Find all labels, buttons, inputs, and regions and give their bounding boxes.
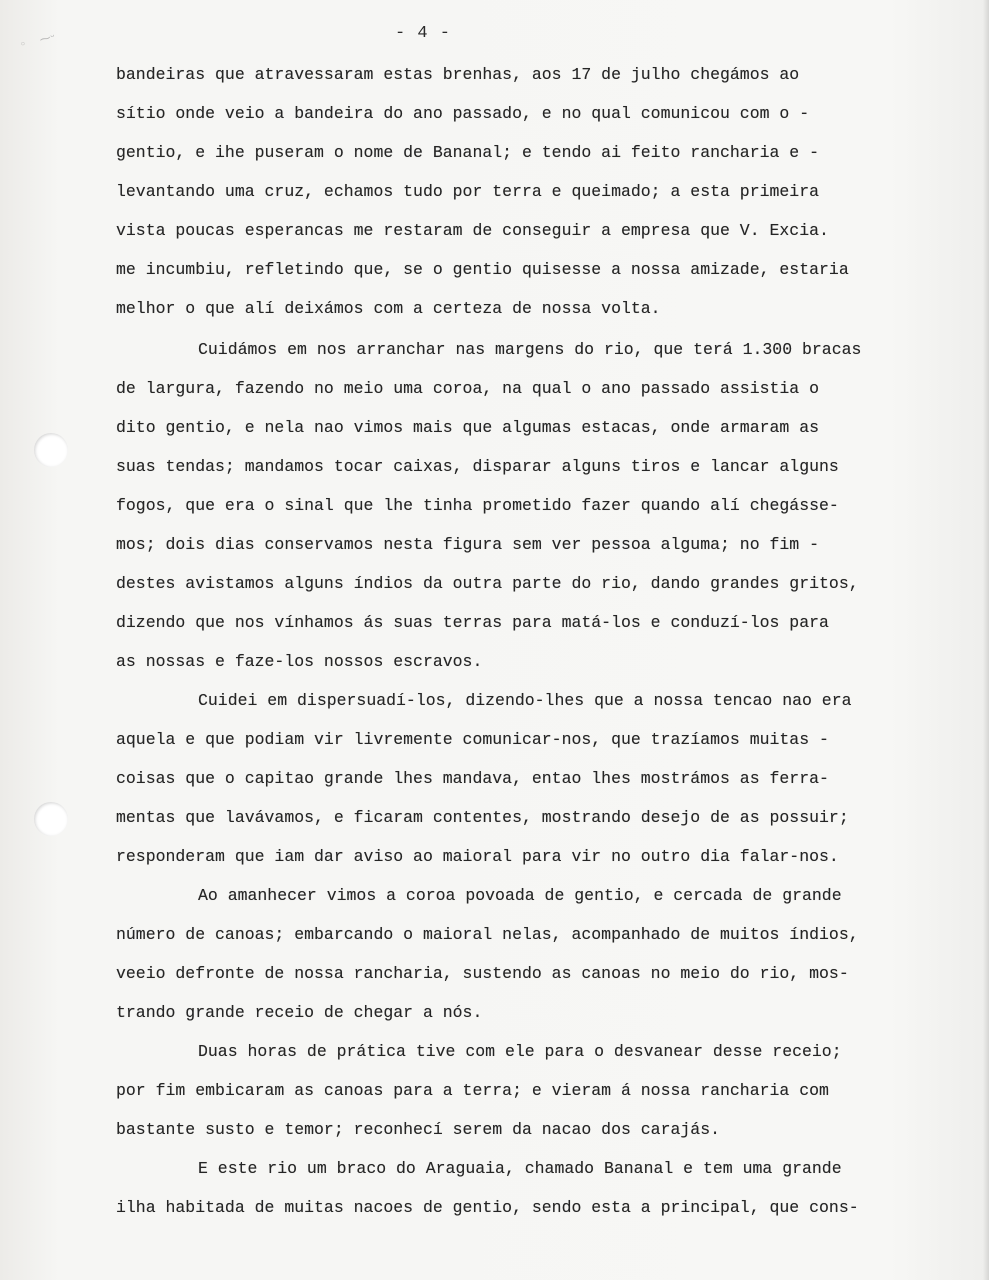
text-line: sítio onde veio a bandeira do ano passado, e no qual comunicou com o - (116, 104, 810, 123)
text-line: trando grande receio de chegar a nós. (116, 1003, 483, 1022)
text-line: ilha habitada de muitas nacoes de gentio, sendo esta a principal, que cons- (116, 1198, 859, 1217)
text-line: dizendo que nos vínhamos ás suas terras para matá-los e conduzí-los para (116, 613, 829, 632)
text-line: bandeiras que atravessaram estas brenhas, aos 17 de julho chegámos ao (116, 65, 800, 84)
text-line: mentas que lavávamos, e ficaram contentes, mostrando desejo de as possuir; (116, 808, 849, 827)
text-line: de largura, fazendo no meio uma coroa, na qual o ano passado assistia o (116, 379, 820, 398)
text-line: gentio, e ihe puseram o nome de Bananal; e tendo ai feito rancharia e - (116, 143, 820, 162)
text-line: número de canoas; embarcando o maioral nelas, acompanhado de muitos índios, (116, 925, 859, 944)
text-line: levantando uma cruz, echamos tudo por terra e queimado; a esta primeira (116, 182, 820, 201)
text-line: veeio defronte de nossa rancharia, sustendo as canoas no meio do rio, mos- (116, 964, 849, 983)
text-line: aquela e que podiam vir livremente comunicar-nos, que trazíamos muitas - (116, 730, 829, 749)
text-line: por fim embicaram as canoas para a terra; e vieram á nossa rancharia com (116, 1081, 829, 1100)
text-line: me incumbiu, refletindo que, se o gentio quisesse a nossa amizade, estaria (116, 260, 849, 279)
page-number: - 4 - (395, 24, 452, 43)
text-line: responderam que iam dar aviso ao maioral para vir no outro dia falar-nos. (116, 847, 839, 866)
text-line: coisas que o capitao grande lhes mandava, entao lhes mostrámos as ferra- (116, 769, 829, 788)
paragraph-start-line: Duas horas de prática tive com ele para o desvanear desse receio; (198, 1042, 842, 1061)
text-line: dito gentio, e nela nao vimos mais que algumas estacas, onde armaram as (116, 418, 820, 437)
text-line: as nossas e faze-los nossos escravos. (116, 652, 483, 671)
paragraph-start-line: Cuidámos em nos arranchar nas margens do rio, que terá 1.300 bracas (198, 340, 862, 359)
text-line: vista poucas esperancas me restaram de conseguir a empresa que V. Excia. (116, 221, 829, 240)
text-line: melhor o que alí deixámos com a certeza de nossa volta. (116, 299, 661, 318)
text-line: fogos, que era o sinal que lhe tinha prometido fazer quando alí chegásse- (116, 496, 839, 515)
text-line: destes avistamos alguns índios da outra parte do rio, dando grandes gritos, (116, 574, 859, 593)
paragraph-start-line: E este rio um braco do Araguaia, chamado Bananal e tem uma grande (198, 1159, 842, 1178)
text-line: bastante susto e temor; reconhecí serem da nacao dos carajás. (116, 1120, 720, 1139)
ink-smudge: ◦ ⁓ᵕ (18, 29, 57, 52)
paragraph-start-line: Ao amanhecer vimos a coroa povoada de gentio, e cercada de grande (198, 886, 842, 905)
text-line: suas tendas; mandamos tocar caixas, disparar alguns tiros e lancar alguns (116, 457, 839, 476)
text-line: mos; dois dias conservamos nesta figura sem ver pessoa alguma; no fim - (116, 535, 820, 554)
paragraph-start-line: Cuidei em dispersuadí-los, dizendo-lhes que a nossa tencao nao era (198, 691, 852, 710)
